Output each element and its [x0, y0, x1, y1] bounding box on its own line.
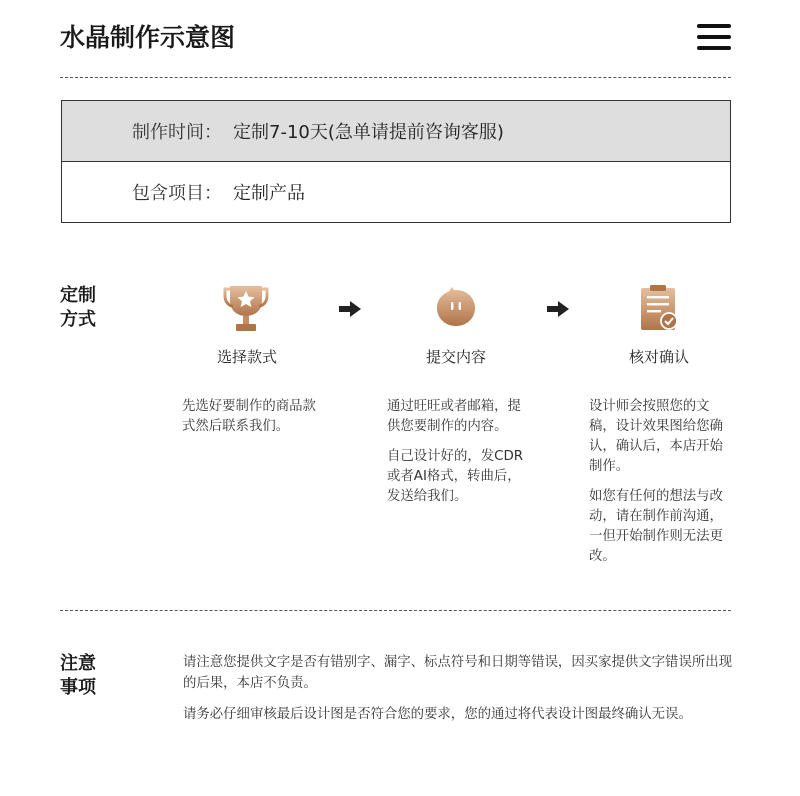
description-paragraph: 如您有任何的想法与改动，请在制作前沟通，一但开始制作则无法更改。 — [589, 489, 723, 564]
row-value: 定制7-10天(急单请提前咨询客服) — [233, 122, 504, 143]
menu-button[interactable] — [697, 24, 731, 50]
section-label-line: 方式 — [60, 309, 96, 330]
note-item: 请注意您提供文字是否有错别字、漏字、标点符号和日期等错误，因买家提供文字错误所出现的后果，本店不负责。 — [183, 655, 733, 691]
page-title: 水晶制作示意图 — [60, 23, 236, 52]
clipboard-check-icon — [635, 283, 683, 333]
row-label: 制作时间： — [132, 122, 222, 143]
step-title: 核对确认 — [628, 348, 689, 366]
menu-bar-icon — [697, 35, 731, 39]
description-paragraph: 自己设计好的，发CDR或者AI格式，转曲后，发送给我们。 — [387, 449, 524, 504]
description-paragraph: 通过旺旺或者邮箱，提供您要制作的内容。 — [387, 399, 521, 434]
description-paragraph: 设计师会按照您的文稿，设计效果图给您确认，确认后，本店开始制作。 — [589, 399, 723, 474]
step-title: 选择款式 — [216, 348, 277, 366]
step-description — [387, 397, 532, 517]
section-label-line: 注意 — [60, 653, 96, 674]
info-table — [61, 100, 731, 223]
notes-section-label — [60, 652, 96, 700]
divider — [60, 77, 731, 78]
menu-bar-icon — [697, 46, 731, 50]
arrow-right-icon — [547, 301, 569, 317]
menu-bar-icon — [697, 24, 731, 28]
section-label-line: 事项 — [60, 677, 96, 698]
table-row — [62, 162, 730, 222]
arrow-right-icon — [339, 301, 361, 317]
table-row — [62, 101, 730, 162]
notes-content — [183, 652, 733, 735]
trophy-icon — [222, 283, 270, 333]
custom-section-label — [60, 284, 96, 332]
step-description — [589, 397, 734, 577]
divider — [60, 610, 731, 611]
row-label: 包含项目： — [132, 183, 222, 204]
chat-bubble-icon — [432, 284, 480, 334]
note-item: 请务必仔细审核最后设计图是否符合您的要求，您的通过将代表设计图最终确认无误。 — [183, 707, 692, 722]
row-value: 定制产品 — [233, 183, 305, 204]
description-paragraph: 先选好要制作的商品款式然后联系我们。 — [182, 399, 316, 434]
step-title: 提交内容 — [425, 348, 486, 366]
step-description — [182, 397, 327, 447]
section-label-line: 定制 — [60, 285, 96, 306]
